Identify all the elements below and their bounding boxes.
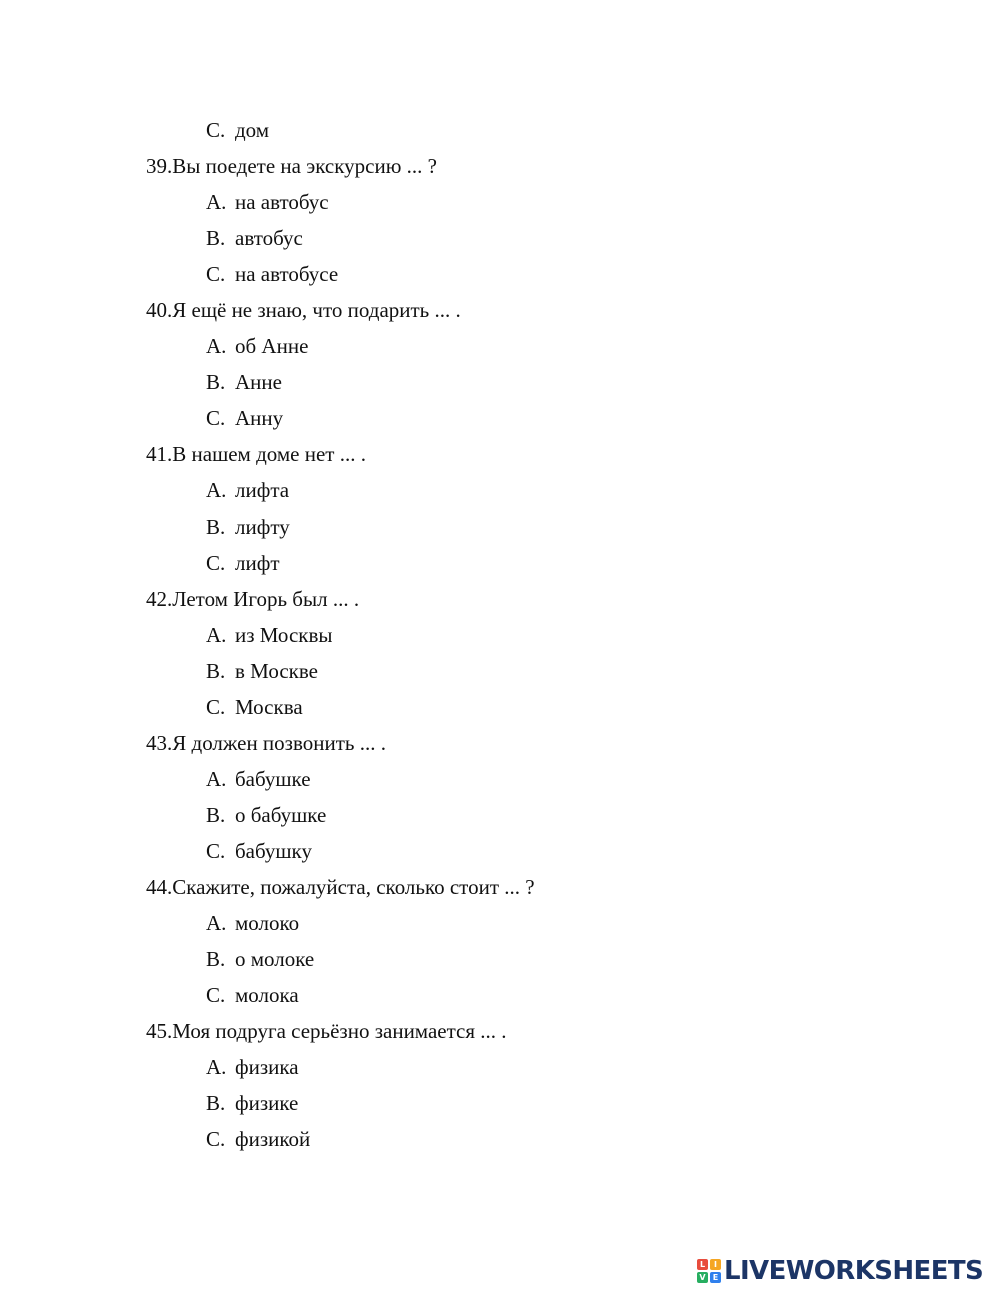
option-letter: A.: [206, 478, 227, 503]
liveworksheets-watermark: [697, 1256, 983, 1286]
answer-option: [0, 689, 1000, 725]
answer-option: [0, 220, 1000, 256]
answer-option: [0, 472, 1000, 508]
logo-tile-v: V: [697, 1272, 708, 1283]
option-text: в Москве: [235, 658, 318, 683]
option-text: дом: [235, 118, 270, 142]
answer-option: [0, 761, 1000, 797]
answer-option: [0, 977, 1000, 1013]
answer-option: [0, 941, 1000, 977]
answer-option: [0, 905, 1000, 941]
option-letter: A.: [206, 766, 227, 791]
answer-option: [0, 797, 1000, 833]
answer-option: [0, 509, 1000, 545]
option-text: на автобусе: [235, 262, 339, 287]
option-text: автобус: [235, 226, 303, 251]
option-text: лифту: [235, 514, 290, 539]
option-text: физике: [235, 1091, 299, 1116]
option-text: Анне: [235, 370, 282, 395]
option-letter: C.: [206, 550, 226, 575]
option-letter: B.: [206, 947, 226, 972]
option-letter: C.: [206, 406, 226, 431]
option-text: Москва: [235, 694, 303, 719]
option-text: лифта: [235, 478, 290, 503]
option-text: молока: [235, 983, 299, 1008]
option-letter: A.: [206, 911, 227, 936]
answer-option: [0, 1049, 1000, 1085]
option-letter: A.: [206, 190, 227, 215]
option-text: молоко: [235, 911, 300, 936]
answer-option: [0, 617, 1000, 653]
option-text: физика: [235, 1055, 299, 1080]
worksheet-page: [0, 112, 1000, 1157]
option-text: бабушку: [235, 838, 312, 863]
answer-option: [0, 545, 1000, 581]
answer-option: [0, 364, 1000, 400]
option-letter: A.: [206, 1055, 227, 1080]
option-text: бабушке: [235, 766, 311, 791]
option-letter: C.: [206, 118, 226, 142]
option-text: из Москвы: [235, 622, 333, 647]
option-text: на автобус: [235, 190, 329, 215]
option-letter: B.: [206, 1091, 226, 1116]
answer-option: [0, 1085, 1000, 1121]
option-letter: B.: [206, 370, 226, 395]
answer-option: [0, 184, 1000, 220]
brand-name: LIVEWORKSHEETS: [724, 1256, 984, 1286]
option-letter: A.: [206, 622, 227, 647]
answer-option: [0, 256, 1000, 292]
option-text: о молоке: [235, 947, 315, 972]
option-letter: A.: [206, 334, 227, 359]
answer-option: [0, 833, 1000, 869]
option-text: лифт: [235, 550, 280, 575]
answer-option: [0, 328, 1000, 364]
option-text: физикой: [235, 1127, 311, 1152]
logo-tile-i: I: [710, 1259, 721, 1270]
question-text: 41.В нашем доме нет ... .: [146, 442, 366, 467]
option-letter: B.: [206, 802, 226, 827]
logo-tile-l: L: [697, 1259, 708, 1270]
option-text: об Анне: [235, 334, 309, 359]
answer-option: [0, 653, 1000, 689]
answer-option: [0, 112, 1000, 148]
option-letter: C.: [206, 694, 226, 719]
option-text: о бабушке: [235, 802, 327, 827]
question-text: 45.Моя подруга серьёзно занимается ... .: [146, 1019, 507, 1044]
question-text: 40.Я ещё не знаю, что подарить ... .: [146, 298, 461, 323]
option-letter: B.: [206, 226, 226, 251]
option-letter: C.: [206, 1127, 226, 1152]
option-text: Анну: [235, 406, 284, 431]
question-text: 44.Скажите, пожалуйста, сколько стоит ... ?: [146, 874, 535, 899]
option-letter: B.: [206, 658, 226, 683]
option-letter: C.: [206, 983, 226, 1008]
logo-tile-e: E: [710, 1272, 721, 1283]
option-letter: C.: [206, 838, 226, 863]
liveworksheets-logo-icon: [697, 1259, 721, 1283]
answer-option: [0, 1121, 1000, 1157]
question-text: 43.Я должен позвонить ... .: [146, 730, 386, 755]
option-letter: B.: [206, 514, 226, 539]
question-text: 39.Вы поедете на экскурсию ... ?: [146, 154, 437, 179]
answer-option: [0, 400, 1000, 436]
option-letter: C.: [206, 262, 226, 287]
question-text: 42.Летом Игорь был ... .: [146, 586, 360, 611]
